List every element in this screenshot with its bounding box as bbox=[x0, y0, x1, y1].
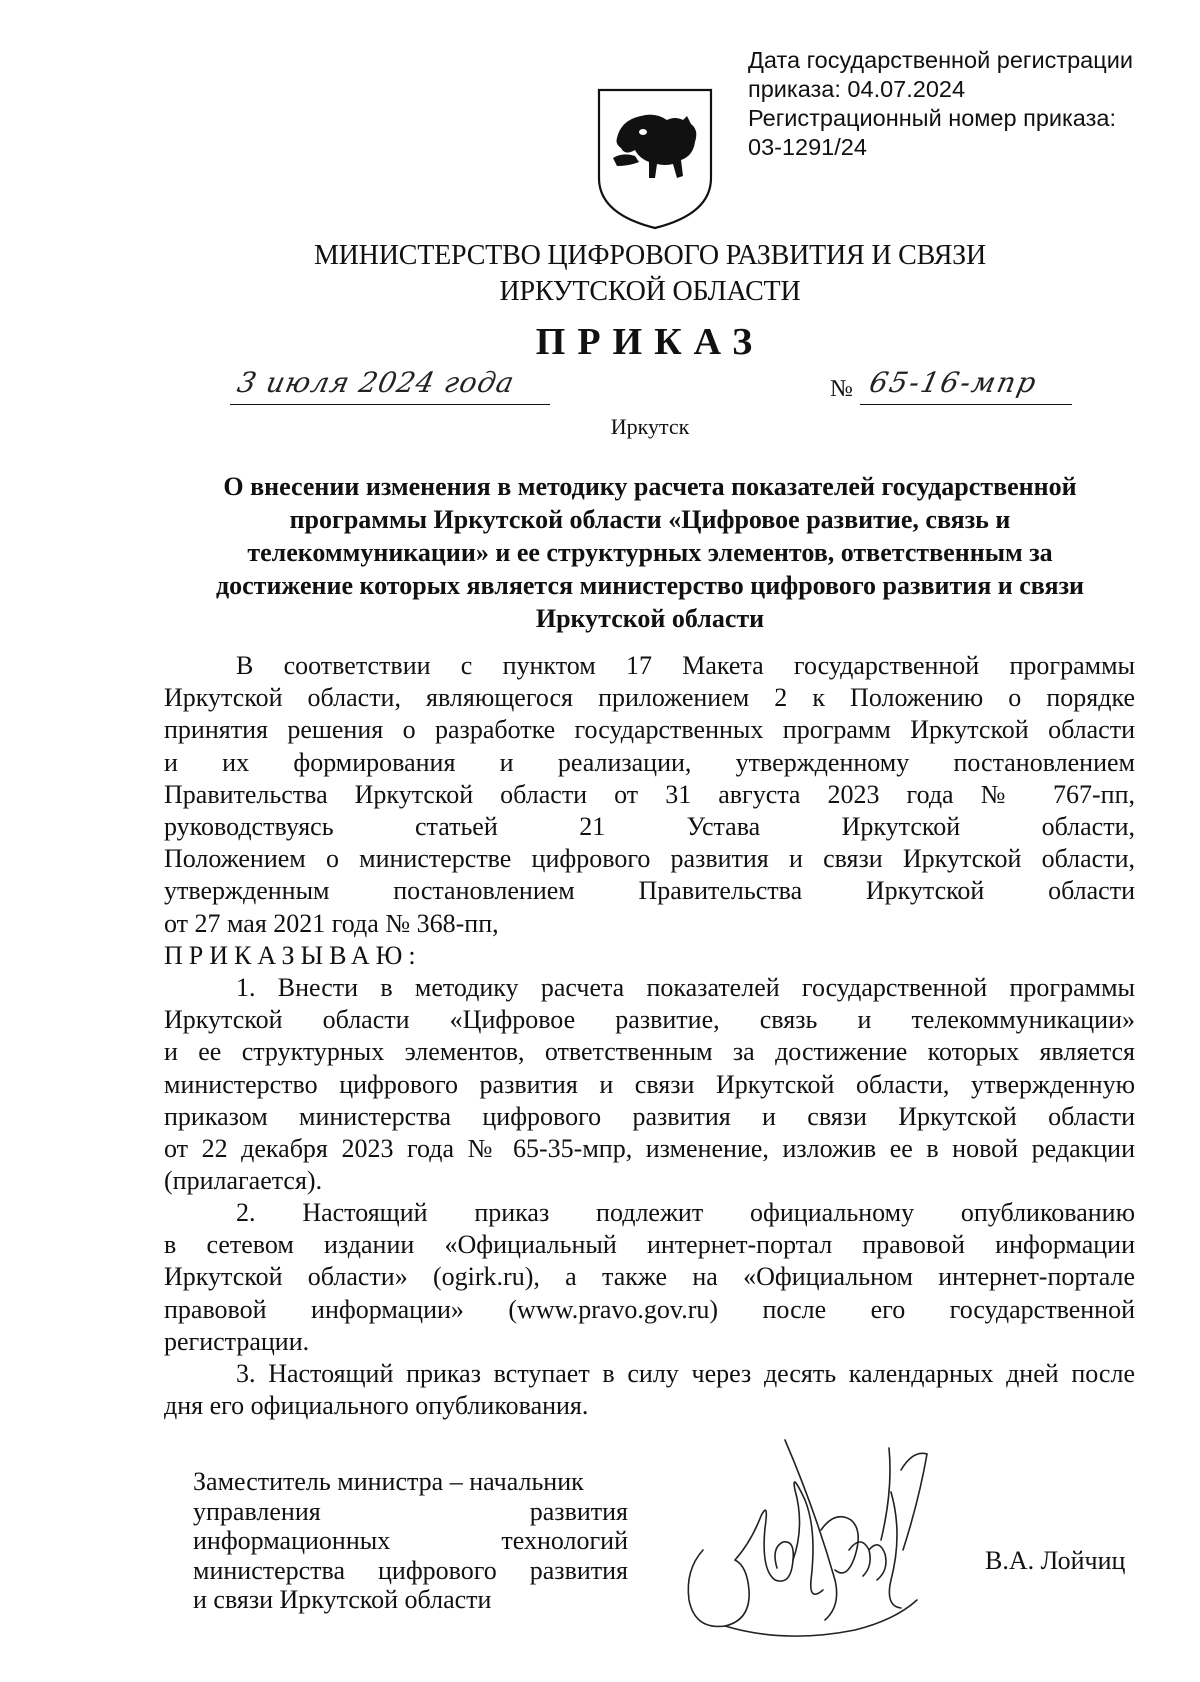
order-item-3 bbox=[164, 1358, 1135, 1422]
order-number-sign: № bbox=[830, 376, 853, 402]
heading-line: Иркутской области bbox=[535, 604, 765, 633]
heading-line: телекоммуникации» и ее структурных элементов, ответственным за bbox=[247, 538, 1053, 567]
handwritten-signature bbox=[665, 1430, 965, 1660]
text-line: принятия решения о разработке государственных программ Иркутской области bbox=[164, 715, 1135, 745]
text-line: от 22 декабря 2023 года № 65-35-мпр, изменение, изложив ее в новой редакции bbox=[164, 1133, 1135, 1163]
position-line: управления развития bbox=[193, 1496, 628, 1526]
position-line: и связи Иркутской области bbox=[193, 1585, 492, 1614]
ministry-name-line2: ИРКУТСКОЙ ОБЛАСТИ bbox=[499, 276, 801, 307]
order-number-field bbox=[860, 366, 1072, 405]
order-item-2 bbox=[164, 1197, 1135, 1358]
text-line: и ее структурных элементов, ответственным за достижение которых является bbox=[164, 1037, 1135, 1067]
text-line: Иркутской области «Цифровое развитие, связь и телекоммуникации» bbox=[164, 1005, 1135, 1035]
position-line: информационных технологий bbox=[193, 1526, 628, 1555]
text-line: регистрации. bbox=[164, 1326, 310, 1356]
text-line: 2. Настоящий приказ подлежит официальному опубликованию bbox=[236, 1198, 1135, 1227]
preamble-paragraph bbox=[164, 650, 1135, 972]
text-line: министерство цифрового развития и связи Иркутской области, утвержденную bbox=[164, 1069, 1135, 1099]
signatory-position bbox=[193, 1467, 628, 1615]
order-number-handwritten: 65-16-мпр bbox=[866, 366, 1041, 399]
heading-line: достижение которых является министерство цифрового развития и связи bbox=[215, 571, 1085, 600]
ministry-name-line1: МИНИСТЕРСТВО ЦИФРОВОГО РАЗВИТИЯ И СВЯЗИ bbox=[313, 240, 987, 271]
heading-line: программы Иркутской области «Цифровое развитие, связь и bbox=[289, 505, 1011, 534]
ministry-name bbox=[0, 238, 1200, 310]
order-title: ПРИКАЗ bbox=[535, 321, 765, 363]
text-line: В соответствии с пунктом 17 Макета государственной программы bbox=[236, 651, 1135, 680]
position-line: Заместитель министра – начальник bbox=[193, 1467, 584, 1496]
order-item-1 bbox=[164, 972, 1135, 1197]
text-line: Иркутской области, являющегося приложением 2 к Положению о порядке bbox=[164, 683, 1135, 713]
text-line: дня его официального опубликования. bbox=[164, 1391, 589, 1421]
text-line: от 27 мая 2021 года № 368-пп, bbox=[164, 908, 499, 938]
order-date-handwritten: 3 июля 2024 года bbox=[234, 366, 518, 399]
text-line: Правительства Иркутской области от 31 августа 2023 года № 767-пп, bbox=[164, 779, 1135, 809]
heading-line: О внесении изменения в методику расчета показателей государственной bbox=[223, 472, 1077, 501]
document-heading bbox=[165, 470, 1135, 635]
text-line: (прилагается). bbox=[164, 1166, 323, 1196]
registration-number-value: 03-1291/24 bbox=[748, 134, 867, 160]
text-line: руководствуясь статьей 21 Устава Иркутской области, bbox=[164, 811, 1135, 841]
text-line: Иркутской области» (ogirk.ru), а также на «Официальном интернет-портале bbox=[164, 1262, 1135, 1292]
registration-date-value: приказа: 04.07.2024 bbox=[748, 76, 966, 102]
text-line: приказом министерства цифрового развития и связи Иркутской области bbox=[164, 1101, 1135, 1131]
text-line: правовой информации» (www.pravo.gov.ru) после его государственной bbox=[164, 1294, 1135, 1324]
order-word: ПРИКАЗЫВАЮ: bbox=[164, 940, 422, 970]
text-line: 3. Настоящий приказ вступает в силу через десять календарных дней после bbox=[236, 1359, 1135, 1388]
registration-stamp bbox=[748, 46, 1168, 162]
text-line: и их формирования и реализации, утвержденному постановлением bbox=[164, 747, 1135, 777]
coat-of-arms-emblem bbox=[595, 86, 715, 232]
signatory-name: В.А. Лойчиц bbox=[985, 1546, 1126, 1575]
registration-number-label: Регистрационный номер приказа: bbox=[748, 105, 1116, 131]
text-line: утвержденным постановлением Правительства Иркутской области bbox=[164, 876, 1135, 906]
text-line: 1. Внести в методику расчета показателей государственной программы bbox=[236, 973, 1135, 1002]
city-name: Иркутск bbox=[610, 414, 690, 439]
text-line: в сетевом издании «Официальный интернет-портал правовой информации bbox=[164, 1230, 1135, 1260]
registration-date-label: Дата государственной регистрации bbox=[748, 47, 1133, 73]
position-line: министерства цифрового развития bbox=[193, 1555, 628, 1585]
text-line: Положением о министерстве цифрового развития и связи Иркутской области, bbox=[164, 844, 1135, 874]
order-date-field bbox=[230, 366, 550, 405]
